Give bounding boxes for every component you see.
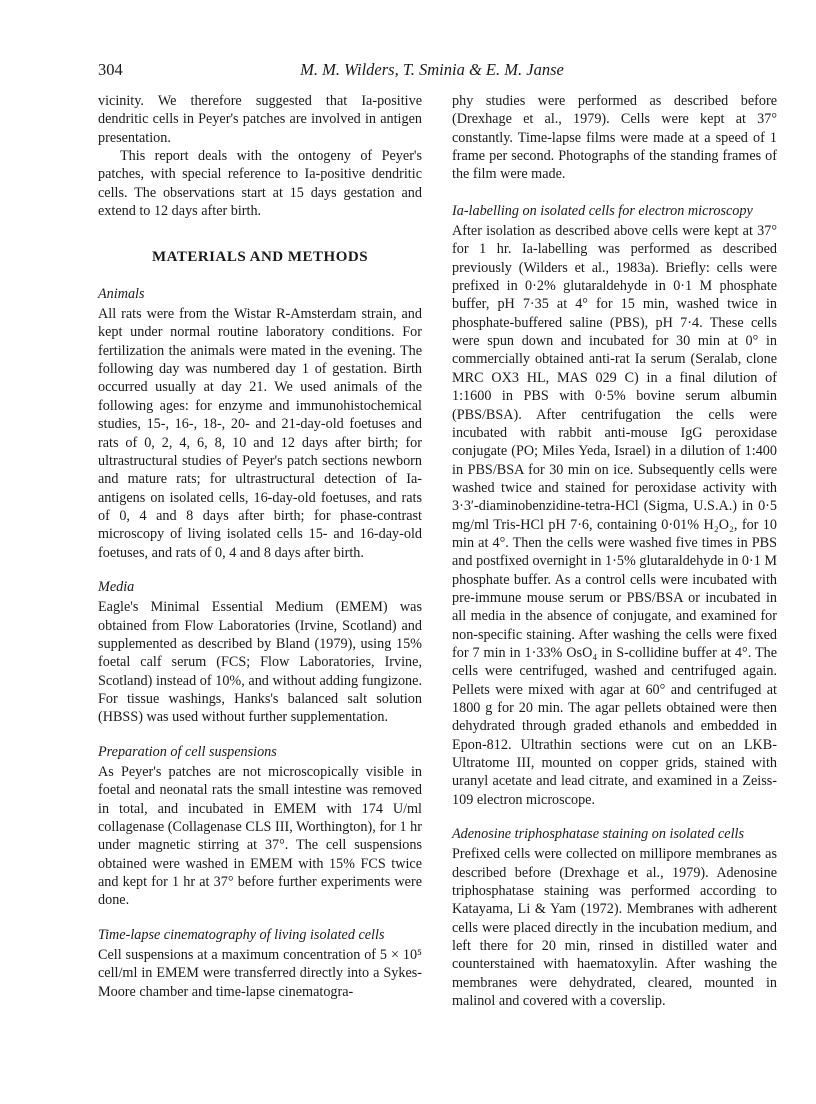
right-continuation-paragraph: phy studies were performed as described before (Drexhage et al., 1979). Cells were kept at 37° constantly. Time-lapse films were made at a speed of 1 frame per second. Photographs of the standing frames of the film were made. xyxy=(452,93,777,183)
intro-paragraph: This report deals with the ontogeny of Peyer's patches, with special reference to Ia-positive dendritic cells. The observations start at 15 days gestation and extend to 12 days after birth. xyxy=(98,148,422,220)
atp-heading: Adenosine triphosphatase staining on isolated cells xyxy=(452,826,745,843)
ia-paragraph: After isolation as described above cells were kept at 37° for 1 hr. Ia-labelling was performed as described previously (Wilders et al., 1983a). Briefly: cells were prefixed in 0·2% glutaraldehyde in 0·1 M phosphate buffer, pH 7·35 at 4° for 15 min, washed twice in phosphate-buffered saline (PBS), pH 7·4. These cells were spun down and incubated for 30 min at 0° in commercially obtained anti-rat Ia serum (Seralab, clone MRC OX3 HL, MAS 029 C) in a final dilution of 1:1600 in PBS with 0·5% bovine serum albumin (PBS/BSA). After centrifugation the cells were incubated with rabbit anti-mouse IgG peroxidase conjugate (PO; Miles Yeda, Israel) in a dilution of 1:400 in PBS/BSA for 30 min on ice. Subsequently cells were washed twice and stained for peroxidase activity with 3·3′-diaminobenzidine-tetra-HCl (Sigma, U.S.A.) in 0·5 mg/ml Tris-HCl pH 7·6, containing 0·01% H₂O₂, for 10 min at 4°. Then the cells were washed five times in PBS and postfixed overnight in 1·5% glutaraldehyde in 0·1 M phosphate buffer. As a control cells were incubated with pre-immune mouse serum or PBS/BSA or incubated in all media in the absence of conjugate, and examined for non-specific staining. After washing the cells were fixed for 7 min in 1·33% OsO₄ in S-collidine buffer at 4°. The cells were centrifuged, washed and centrifuged again. Pellets were mixed with agar at 60° and centrifuged at 1800 g for 20 min. The agar pellets obtained were then dehydrated through graded ethanols and embedded in Epon-812. Ultrathin sections were cut on an LKB-Ultratome III, mounted on copper grids, stained with uranyl acetate and lead citrate, and examined in a Zeiss-109 electron microscope. xyxy=(452,223,777,808)
prep-heading: Preparation of cell suspensions xyxy=(98,743,277,760)
running-authors: M. M. Wilders, T. Sminia & E. M. Janse xyxy=(300,60,564,79)
prep-paragraph: As Peyer's patches are not microscopically visible in foetal and neonatal rats the small intestine was removed in total, and incubated in EMEM with 174 U/ml collagenase (Collagenase CLS III, Worthington), for 1 hr under magnetic stirring at 37°. The cell suspensions obtained were washed in EMEM with 15% FCS twice and kept for 1 hr at 37° before further experiments were done. xyxy=(98,764,422,909)
atp-paragraph: Prefixed cells were collected on millipore membranes as described before (Drexhage et al., 1979). Adenosine triphosphatase staining was performed according to Katayama, Li & Yam (1972). Membranes with adherent cells were placed directly in the incubation medium, and left there for 20 min, rinsed in distilled water and counterstained with haematoxylin. After washing the membranes were dehydrated, cleared, mounted in malinol and covered with a coverslip. xyxy=(452,846,777,1010)
media-paragraph: Eagle's Minimal Essential Medium (EMEM) was obtained from Flow Laboratories (Irvine, Scotland) and supplemented as described by Bland (1979), using 15% foetal calf serum (FCS; Flow Laboratories, Irvine, Scotland) instead of 10%, and without adding fungizone. For tissue washings, Hanks's balanced salt solution (HBSS) was used without further supplementation. xyxy=(98,599,422,726)
continuation-paragraph: vicinity. We therefore suggested that Ia-positive dendritic cells in Peyer's patches are involved in antigen presentation. xyxy=(98,93,422,146)
running-header xyxy=(98,60,766,84)
right-column xyxy=(452,92,777,1011)
animals-heading: Animals xyxy=(98,285,145,302)
section-title: MATERIALS AND METHODS xyxy=(151,249,369,266)
media-heading: Media xyxy=(98,578,135,595)
animals-paragraph: All rats were from the Wistar R-Amsterdam strain, and kept under normal routine laboratory conditions. For fertilization the animals were mated in the evening. The following day was numbered day 1 of gestation. Birth occurred usually at day 21. We used animals of the following ages: for enzyme and immunohistochemical studies, 15-, 16-, 18-, 20- and 21-day-old foetuses and rats of 0, 2, 4, 6, 8, 10 and 12 days after birth; for ultrastructural studies of Peyer's patch sections newborn and mature rats; for ultrastructural detection of Ia-antigens on isolated cells, 16-day-old foetuses, and rats of 0, 4 and 8 days after birth; for phase-contrast microscopy of living isolated cells 15- and 16-day-old foetuses, and rats of 0, 4 and 8 days after birth. xyxy=(98,306,422,561)
timelapse-heading: Time-lapse cinematography of living isolated cells xyxy=(98,926,385,943)
timelapse-paragraph: Cell suspensions at a maximum concentration of 5 × 10⁵ cell/ml in EMEM were transferred directly into a Sykes-Moore chamber and time-lapse cinematogra- xyxy=(98,947,422,1000)
left-column xyxy=(98,92,422,1001)
ia-heading: Ia-labelling on isolated cells for electron microscopy xyxy=(452,202,753,219)
page-number: 304 xyxy=(98,60,123,79)
